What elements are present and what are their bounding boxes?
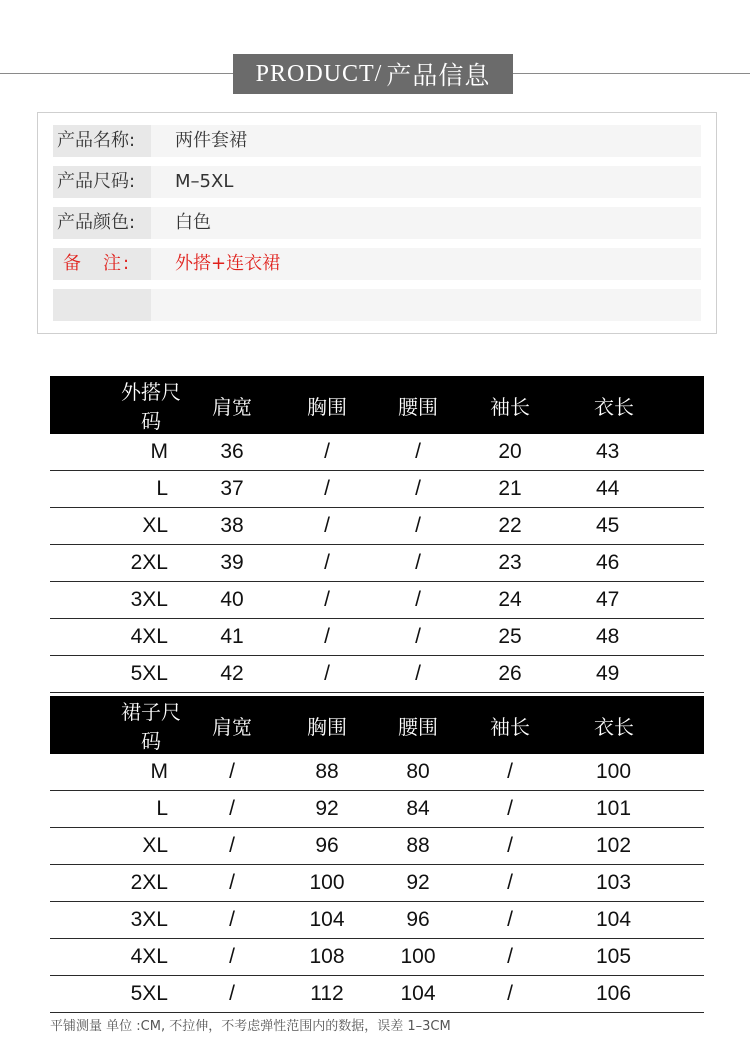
measurement-cell: 24 (464, 582, 556, 619)
measurement-cell: 96 (372, 902, 464, 939)
measurement-cell: 49 (556, 656, 704, 693)
measurement-cell: / (282, 619, 372, 656)
measurement-cell: / (464, 976, 556, 1013)
measurement-cell: 88 (372, 828, 464, 865)
table-row (50, 656, 704, 693)
size-cell: M (50, 754, 182, 791)
measurement-cell: 45 (556, 508, 704, 545)
measurement-cell: 43 (556, 434, 704, 471)
column-header: 肩宽 (182, 376, 282, 434)
measurement-cell: / (372, 582, 464, 619)
measurement-cell: 44 (556, 471, 704, 508)
info-value: 外搭+连衣裙 (175, 253, 281, 274)
column-header: 胸围 (282, 376, 372, 434)
measurement-cell: 80 (372, 754, 464, 791)
info-label: 产品名称: (53, 125, 151, 157)
size-cell: 2XL (50, 545, 182, 582)
column-header: 衣长 (556, 696, 704, 754)
measurement-cell: / (182, 939, 282, 976)
size-cell: 5XL (50, 656, 182, 693)
measurement-cell: / (372, 508, 464, 545)
measurement-cell: 47 (556, 582, 704, 619)
measurement-cell: 41 (182, 619, 282, 656)
jacket-size-table (50, 376, 704, 693)
measurement-footnote: 平铺测量 单位 :CM, 不拉伸，不考虑弹性范围内的数据，误差 1–3CM (50, 1019, 451, 1034)
table-row (50, 582, 704, 619)
table-row (50, 471, 704, 508)
info-label: 产品尺码: (53, 166, 151, 198)
measurement-cell: 112 (282, 976, 372, 1013)
measurement-cell: / (182, 902, 282, 939)
size-cell: 4XL (50, 619, 182, 656)
table-row (50, 545, 704, 582)
table-row (50, 828, 704, 865)
size-cell: 5XL (50, 976, 182, 1013)
size-cell: 3XL (50, 902, 182, 939)
measurement-cell: 40 (182, 582, 282, 619)
measurement-cell: 23 (464, 545, 556, 582)
measurement-cell: / (464, 791, 556, 828)
measurement-cell: / (282, 545, 372, 582)
info-row-name (53, 125, 701, 157)
column-header: 裙子尺码 (50, 696, 182, 754)
measurement-cell: 84 (372, 791, 464, 828)
measurement-cell: 108 (282, 939, 372, 976)
measurement-cell: / (372, 619, 464, 656)
measurement-cell: / (464, 828, 556, 865)
measurement-cell: / (464, 865, 556, 902)
column-header: 外搭尺码 (50, 376, 182, 434)
measurement-cell: 100 (372, 939, 464, 976)
section-title-zh: 产品信息 (386, 61, 491, 90)
section-title (233, 54, 513, 94)
measurement-cell: 100 (556, 754, 704, 791)
measurement-cell: / (464, 902, 556, 939)
measurement-cell: / (182, 865, 282, 902)
measurement-cell: 100 (282, 865, 372, 902)
table-row (50, 619, 704, 656)
measurement-cell: / (282, 656, 372, 693)
measurement-cell: 105 (556, 939, 704, 976)
measurement-cell: / (182, 791, 282, 828)
measurement-cell: 39 (182, 545, 282, 582)
info-label: 备 注: (53, 248, 151, 280)
measurement-cell: 42 (182, 656, 282, 693)
table-row (50, 902, 704, 939)
size-cell: 3XL (50, 582, 182, 619)
info-row-empty (53, 289, 701, 321)
table-header-row (50, 376, 704, 434)
measurement-cell: / (372, 471, 464, 508)
info-row-size (53, 166, 701, 198)
measurement-cell: / (282, 508, 372, 545)
measurement-cell: 104 (282, 902, 372, 939)
measurement-cell: 37 (182, 471, 282, 508)
table-row (50, 508, 704, 545)
table-row (50, 434, 704, 471)
size-cell: L (50, 791, 182, 828)
measurement-cell: 20 (464, 434, 556, 471)
measurement-cell: 104 (372, 976, 464, 1013)
measurement-cell: 26 (464, 656, 556, 693)
measurement-cell: / (372, 434, 464, 471)
measurement-cell: 36 (182, 434, 282, 471)
size-cell: 4XL (50, 939, 182, 976)
measurement-cell: / (182, 828, 282, 865)
skirt-size-table (50, 696, 704, 1013)
measurement-cell: 46 (556, 545, 704, 582)
measurement-cell: 48 (556, 619, 704, 656)
info-row-color (53, 207, 701, 239)
measurement-cell: / (464, 939, 556, 976)
measurement-cell: 88 (282, 754, 372, 791)
measurement-cell: / (282, 582, 372, 619)
info-label: 产品颜色: (53, 207, 151, 239)
info-value: 白色 (175, 212, 211, 233)
measurement-cell: 102 (556, 828, 704, 865)
column-header: 腰围 (372, 376, 464, 434)
info-label (53, 289, 151, 321)
measurement-cell: / (372, 545, 464, 582)
measurement-cell: 38 (182, 508, 282, 545)
measurement-cell: 92 (372, 865, 464, 902)
measurement-cell: 104 (556, 902, 704, 939)
column-header: 衣长 (556, 376, 704, 434)
table-row (50, 754, 704, 791)
measurement-cell: / (372, 656, 464, 693)
size-cell: XL (50, 828, 182, 865)
measurement-cell: / (282, 434, 372, 471)
measurement-cell: 92 (282, 791, 372, 828)
table-row (50, 865, 704, 902)
measurement-cell: 25 (464, 619, 556, 656)
measurement-cell: / (182, 976, 282, 1013)
size-cell: XL (50, 508, 182, 545)
table-header-row (50, 696, 704, 754)
measurement-cell: 106 (556, 976, 704, 1013)
section-title-en: PRODUCT/ (255, 60, 383, 87)
measurement-cell: 21 (464, 471, 556, 508)
measurement-cell: 103 (556, 865, 704, 902)
info-value: 两件套裙 (175, 130, 247, 151)
size-cell: 2XL (50, 865, 182, 902)
measurement-cell: 101 (556, 791, 704, 828)
measurement-cell: / (282, 471, 372, 508)
table-row (50, 939, 704, 976)
column-header: 袖长 (464, 376, 556, 434)
info-row-note (53, 248, 701, 280)
column-header: 袖长 (464, 696, 556, 754)
size-cell: M (50, 434, 182, 471)
measurement-cell: 22 (464, 508, 556, 545)
measurement-cell: / (464, 754, 556, 791)
info-value: M–5XL (175, 171, 234, 192)
measurement-cell: 96 (282, 828, 372, 865)
size-cell: L (50, 471, 182, 508)
column-header: 肩宽 (182, 696, 282, 754)
table-row (50, 791, 704, 828)
column-header: 腰围 (372, 696, 464, 754)
column-header: 胸围 (282, 696, 372, 754)
product-info-box (37, 112, 717, 334)
measurement-cell: / (182, 754, 282, 791)
table-row (50, 976, 704, 1013)
